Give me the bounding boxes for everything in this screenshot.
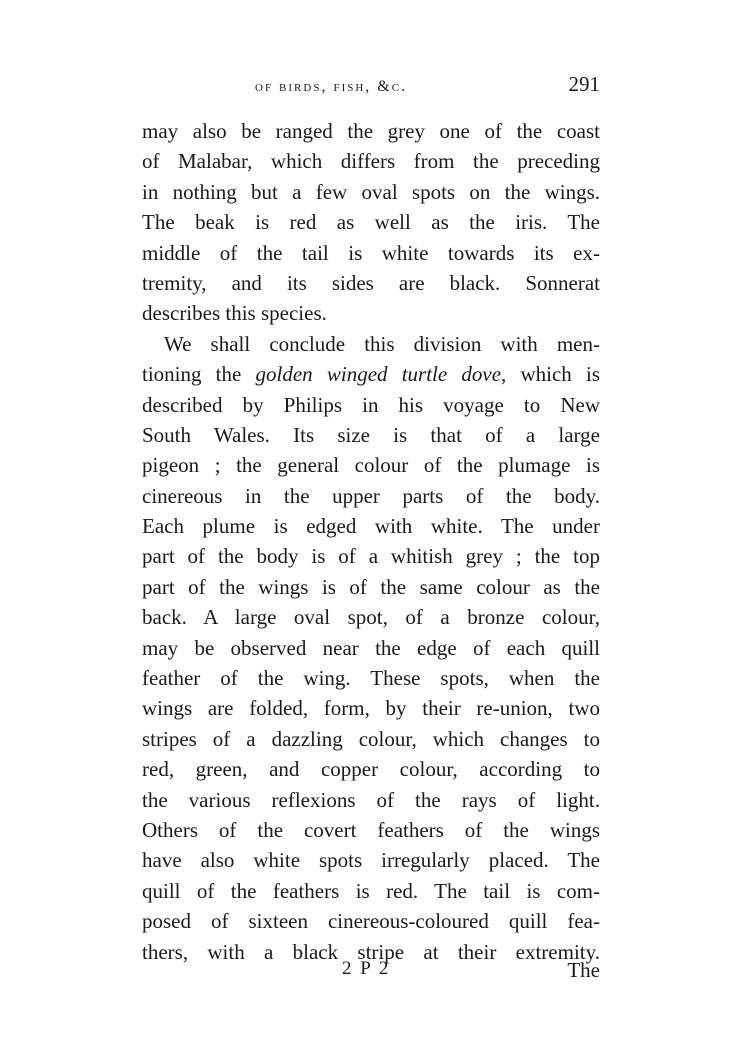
text-line: part of the body is of a whitish grey ; the top xyxy=(142,544,600,569)
text-line: of Malabar, which differs from the preceding xyxy=(142,149,600,174)
page-number: 291 xyxy=(568,72,600,96)
text-line: feather of the wing. These spots, when the xyxy=(142,666,600,691)
text-line: described by Philips in his voyage to New xyxy=(142,392,600,417)
text-line: wings are folded, form, by their re-union, two xyxy=(142,696,600,721)
text-line: may also be ranged the grey one of the coast xyxy=(142,119,600,143)
page-footer xyxy=(142,958,600,988)
catchword: The xyxy=(567,958,600,982)
body-text xyxy=(142,116,600,967)
text-line: have also white spots irregularly placed. The xyxy=(142,848,600,873)
italic-species-name: golden winged turtle dove, xyxy=(255,362,507,387)
text-line: in nothing but a few oval spots on the wings. xyxy=(142,179,600,204)
text-line: middle of the tail is white towards its ex- xyxy=(142,240,600,265)
signature-mark: 2 P 2 xyxy=(342,958,391,979)
text-line: the various reflexions of the rays of light. xyxy=(142,787,600,812)
text-line: describes this species. xyxy=(142,301,327,326)
running-head xyxy=(142,72,600,104)
text-line: back. A large oval spot, of a bronze colour, xyxy=(142,605,600,630)
text-line: red, green, and copper colour, according to xyxy=(142,757,600,782)
text-line: pigeon ; the general colour of the plumage is xyxy=(142,453,600,478)
running-title: of birds, fish, &c. xyxy=(255,78,408,95)
text-line: quill of the feathers is red. The tail is com- xyxy=(142,878,600,903)
text-line: part of the wings is of the same colour as the xyxy=(142,574,600,599)
text-line: Others of the covert feathers of the wings xyxy=(142,817,600,842)
text-line: posed of sixteen cinereous-coloured quill fea- xyxy=(142,909,600,934)
text-line: thers, with a black stripe at their extremity. xyxy=(142,939,600,964)
text-fragment: which is xyxy=(506,362,600,387)
text-line: may be observed near the edge of each quill xyxy=(142,635,600,660)
text-line: We shall conclude this division with men- xyxy=(164,331,600,356)
text-line: Each plume is edged with white. The under xyxy=(142,514,600,539)
text-line: cinereous in the upper parts of the body. xyxy=(142,483,600,508)
text-line: South Wales. Its size is that of a large xyxy=(142,422,600,447)
text-fragment: tioning the xyxy=(142,362,256,387)
text-line: stripes of a dazzling colour, which changes to xyxy=(142,726,600,751)
text-line: The beak is red as well as the iris. The xyxy=(142,210,600,235)
text-line xyxy=(142,359,600,389)
text-line: tremity, and its sides are black. Sonnerat xyxy=(142,270,600,295)
